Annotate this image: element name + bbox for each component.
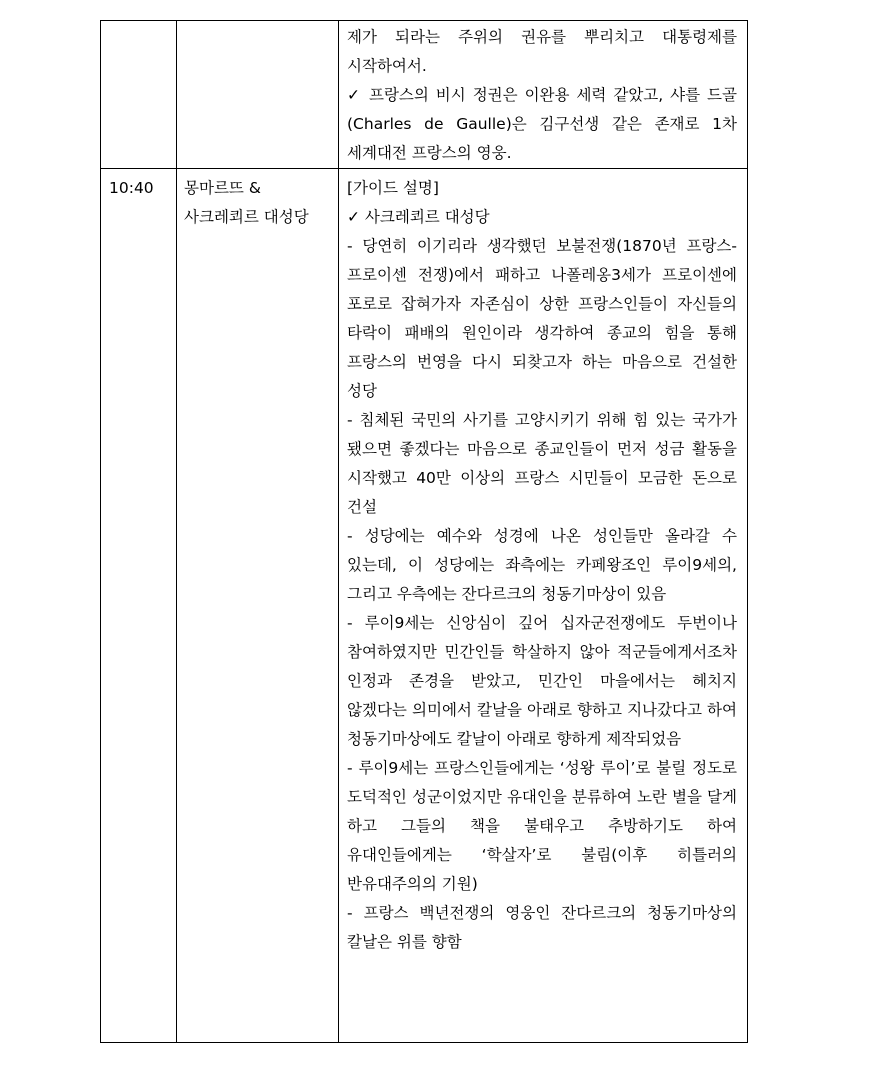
description-paragraph: - 당연히 이기리라 생각했던 보불전쟁(1870년 프랑스-프로이센 전쟁)에서 패하고 나폴레옹3세가 프로이센에 포로로 잡혀가자 자존심이 상한 프랑스인들이 자신들의 타락이 패배의 원인이라 생각하여 종교의 힘을 통해 프랑스의 번영을 다시 되찾고자 하는 마음으로 건설한 성당 <box>347 237 737 400</box>
place-name-line: 사크레쾨르 대성당 <box>184 208 309 226</box>
description-paragraph: - 침체된 국민의 사기를 고양시키기 위해 힘 있는 국가가 됐으면 좋겠다는 마음으로 종교인들이 먼저 성금 활동을 시작했고 40만 이상의 프랑스 시민들이 모금한 돈으로 건설 <box>347 411 737 516</box>
time-cell <box>101 21 177 169</box>
time-cell: 10:40 <box>101 169 177 1043</box>
description-paragraph: ✓ 프랑스의 비시 정권은 이완용 세력 같았고, 샤를 드골(Charles de Gaulle)은 김구선생 같은 존재로 1차 세계대전 프랑스의 영웅. <box>347 86 737 162</box>
description-paragraph: - 성당에는 예수와 성경에 나온 성인들만 올라갈 수 있는데, 이 성당에는 좌측에는 카페왕조인 루이9세의, 그리고 우측에는 잔다르크의 청동기마상이 있음 <box>347 527 737 603</box>
guide-heading: [가이드 설명] <box>347 179 439 197</box>
description-paragraph: - 루이9세는 프랑스인들에게는 ‘성왕 루이’로 불릴 정도로 도덕적인 성군이었지만 유대인을 분류하여 노란 별을 달게 하고 그들의 책을 불태우고 추방하기도 하여 유대인들에게는 ‘학살자’로 불림(이후 히틀러의 반유대주의의 기원) <box>347 759 737 893</box>
description-cell <box>339 21 748 169</box>
table-row <box>101 169 748 1043</box>
description-cell <box>339 169 748 1043</box>
place-name-line: 몽마르뜨 & <box>184 179 261 197</box>
description-paragraph: - 루이9세는 신앙심이 깊어 십자군전쟁에도 두번이나 참여하였지만 민간인들 학살하지 않아 적군들에게서조차 인정과 존경을 받았고, 민간인 마을에서는 헤치지 않겠다는 의미에서 칼날을 아래로 향하고 지나갔다고 하여 청동기마상에도 칼날이 아래로 향하게 제작되었음 <box>347 614 737 748</box>
description-paragraph: 제가 되라는 주위의 권유를 뿌리치고 대통령제를 시작하여서. <box>347 28 737 75</box>
place-cell <box>177 169 339 1043</box>
table-row <box>101 21 748 169</box>
place-cell <box>177 21 339 169</box>
description-paragraph: ✓ 사크레쾨르 대성당 <box>347 208 490 226</box>
itinerary-table <box>100 20 748 1043</box>
description-paragraph: - 프랑스 백년전쟁의 영웅인 잔다르크의 청동기마상의 칼날은 위를 향함 <box>347 904 737 951</box>
